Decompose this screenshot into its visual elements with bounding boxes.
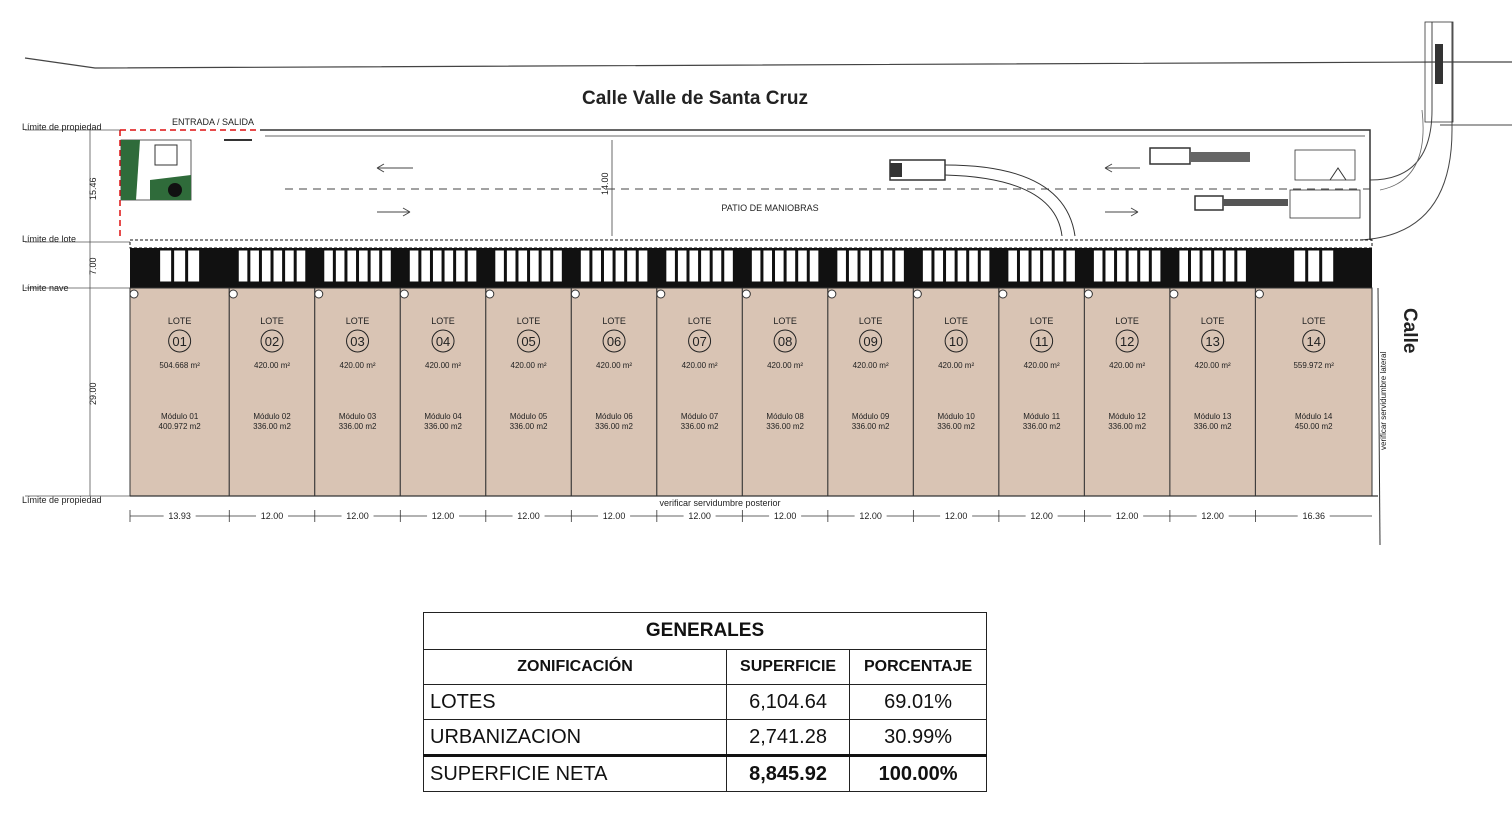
parking-stall	[980, 250, 990, 282]
lot-number: 06	[606, 334, 622, 349]
header-zoning: ZONIFICACIÓN	[424, 650, 727, 685]
row-label: LOTES	[424, 685, 727, 720]
parking-stall	[615, 250, 625, 282]
parking-stall	[541, 250, 551, 282]
parking-stall	[763, 250, 773, 282]
parking-stall	[1105, 250, 1115, 282]
parking-stall	[370, 250, 380, 282]
parking-stall	[724, 250, 734, 282]
door-marker	[1084, 290, 1092, 298]
lot-width-label: 12.00	[773, 511, 797, 521]
limit-property-top: Límite de propiedad	[22, 122, 102, 132]
lot-number: 11	[1034, 334, 1049, 349]
lot-width-label: 12.00	[944, 511, 968, 521]
module-area: 336.00 m2	[937, 422, 976, 431]
module-area: 336.00 m2	[509, 422, 548, 431]
parking-stall	[324, 250, 334, 282]
module-area: 336.00 m2	[424, 422, 462, 431]
lot-width-dim	[1084, 510, 1170, 522]
lot-width-dim	[486, 510, 572, 522]
lot-width-label: 16.36	[1302, 511, 1325, 521]
door-marker	[486, 290, 494, 298]
parking-stall	[518, 250, 528, 282]
lot-label: LOTE	[1301, 316, 1326, 326]
lot-label: LOTE	[1115, 316, 1139, 326]
parking-stall	[775, 250, 785, 282]
lot-area: 420.00 m²	[339, 361, 376, 370]
parking-stall	[666, 250, 676, 282]
lot-area: 420.00 m²	[254, 361, 291, 370]
parking-stall	[553, 250, 563, 282]
lot-area: 420.00 m²	[596, 361, 633, 370]
lot-width-dim	[657, 510, 743, 522]
lot-label: LOTE	[602, 316, 626, 326]
lot-width-label: 12.00	[602, 511, 626, 521]
lot-number: 10	[948, 334, 964, 349]
lot-width-dim	[315, 510, 401, 522]
door-marker	[913, 290, 921, 298]
module-area: 400.972 m2	[158, 422, 201, 431]
parking-stall	[530, 250, 540, 282]
module-name: Módulo 03	[338, 412, 377, 421]
limit-lot: Límite de lote	[22, 234, 77, 244]
parking-stall	[238, 250, 248, 282]
door-marker	[315, 290, 323, 298]
lot-label: LOTE	[858, 316, 883, 326]
lot-width-dim	[999, 510, 1085, 522]
module-name: Módulo 11	[1023, 412, 1061, 421]
parking-stall	[701, 250, 711, 282]
lot-label: LOTE	[516, 316, 541, 326]
row-area: 6,104.64	[727, 685, 850, 720]
lot-number: 07	[692, 334, 707, 349]
module-area: 336.00 m2	[253, 422, 291, 431]
parking-stall	[261, 250, 271, 282]
lot-width-dim	[742, 510, 828, 522]
parking-stall	[160, 250, 172, 282]
module-name: Módulo 04	[424, 412, 462, 421]
lot-label: LOTE	[431, 316, 455, 326]
parking-stall	[712, 250, 722, 282]
lot-label: LOTE	[687, 316, 712, 326]
door-marker	[1255, 290, 1263, 298]
parking-stall	[359, 250, 369, 282]
row-label: SUPERFICIE NETA	[424, 756, 727, 792]
vertical-dim-2: 7.00	[88, 257, 98, 275]
lot-width-label: 12.00	[1201, 511, 1224, 521]
parking-stall	[677, 250, 687, 282]
lot-width-label: 12.00	[260, 511, 284, 521]
parking-stall	[1225, 250, 1235, 282]
door-marker	[229, 290, 237, 298]
row-label: URBANIZACION	[424, 720, 727, 756]
row-area: 2,741.28	[727, 720, 850, 756]
easement-rear-label: verificar servidumbre posterior	[659, 498, 781, 508]
table-row-total	[424, 756, 987, 792]
module-area: 336.00 m2	[680, 422, 719, 431]
lot-area: 559.972 m²	[1293, 361, 1334, 370]
lot-width-label: 12.00	[1030, 511, 1053, 521]
lot-area: 504.668 m²	[159, 361, 200, 370]
module-area: 336.00 m2	[851, 422, 890, 431]
door-marker	[742, 290, 750, 298]
lot-number: 05	[521, 334, 536, 349]
module-name: Módulo 08	[766, 412, 804, 421]
door-marker	[1170, 290, 1178, 298]
module-area: 336.00 m2	[1193, 422, 1232, 431]
parking-stall	[285, 250, 295, 282]
parking-stall	[273, 250, 283, 282]
lot-number: 02	[264, 334, 280, 349]
lot-width-dim	[1255, 510, 1372, 522]
parking-stall	[798, 250, 808, 282]
door-marker	[400, 290, 408, 298]
parking-stall	[188, 250, 200, 282]
header-area: SUPERFICIE	[727, 650, 850, 685]
parking-stall	[580, 250, 590, 282]
lot-area: 420.00 m²	[938, 361, 975, 370]
lot-number: 01	[172, 334, 187, 349]
parking-stall	[1019, 250, 1029, 282]
table-row	[424, 720, 987, 756]
parking-stall	[895, 250, 905, 282]
module-area: 336.00 m2	[1022, 422, 1061, 431]
parking-stall	[1151, 250, 1161, 282]
street-top-label: Calle Valle de Santa Cruz	[582, 88, 808, 109]
parking-stall	[409, 250, 419, 282]
parking-stall	[495, 250, 505, 282]
lot-area: 420.00 m²	[510, 361, 547, 370]
door-marker	[999, 290, 1007, 298]
parking-stall	[1179, 250, 1189, 282]
parking-stall	[347, 250, 357, 282]
parking-stall	[1202, 250, 1212, 282]
table-row	[424, 685, 987, 720]
parking-stall	[872, 250, 882, 282]
parking-stall	[1117, 250, 1127, 282]
street-right-label: Calle	[1399, 308, 1420, 354]
lot-area: 420.00 m²	[425, 361, 462, 370]
parking-stall	[506, 250, 516, 282]
lot-width-label: 12.00	[1115, 511, 1139, 521]
parking-stall	[1308, 250, 1320, 282]
lot-width-dim	[400, 510, 486, 522]
door-marker	[130, 290, 138, 298]
vertical-dim-3: 29.00	[88, 382, 98, 405]
row-percent: 69.01%	[850, 685, 987, 720]
lot-area: 420.00 m²	[767, 361, 804, 370]
lot-label: LOTE	[1200, 316, 1225, 326]
lot-width-dim	[571, 510, 657, 522]
lot-number: 08	[777, 334, 793, 349]
summary-table	[423, 612, 987, 792]
parking-stall	[1214, 250, 1224, 282]
module-name: Módulo 09	[851, 412, 890, 421]
table-title: GENERALES	[424, 613, 987, 650]
row-percent: 30.99%	[850, 720, 987, 756]
parking-stall	[969, 250, 979, 282]
parking-stall	[883, 250, 893, 282]
parking-stall	[860, 250, 870, 282]
parking-stall	[296, 250, 306, 282]
parking-stall	[1093, 250, 1103, 282]
parking-stall	[837, 250, 847, 282]
module-name: Módulo 02	[253, 412, 291, 421]
parking-stall	[934, 250, 944, 282]
lot-number: 13	[1205, 334, 1220, 349]
parking-stall	[421, 250, 431, 282]
module-name: Módulo 06	[595, 412, 633, 421]
parking-stall	[603, 250, 613, 282]
parking-stall	[627, 250, 637, 282]
yard-width-dim: 14.00	[600, 172, 610, 195]
lot-area: 420.00 m²	[852, 361, 889, 370]
lot-number: 09	[863, 334, 878, 349]
lot-area: 420.00 m²	[1109, 361, 1146, 370]
parking-stall	[1140, 250, 1150, 282]
module-name: Módulo 14	[1295, 412, 1333, 421]
parking-stall	[1043, 250, 1053, 282]
parking-stall	[174, 250, 186, 282]
lot-width-dim	[828, 510, 914, 522]
parking-stall	[786, 250, 796, 282]
parking-stall	[638, 250, 648, 282]
vertical-dim-1: 15.46	[88, 177, 98, 200]
parking-stall	[456, 250, 466, 282]
module-name: Módulo 05	[509, 412, 548, 421]
parking-stall	[1190, 250, 1200, 282]
parking-stall	[1237, 250, 1247, 282]
lot-area: 420.00 m²	[681, 361, 718, 370]
module-area: 336.00 m2	[1108, 422, 1147, 431]
module-area: 336.00 m2	[338, 422, 377, 431]
lot-number: 12	[1119, 334, 1135, 349]
parking-stall	[1294, 250, 1306, 282]
door-marker	[571, 290, 579, 298]
door-marker	[828, 290, 836, 298]
lot-label: LOTE	[345, 316, 370, 326]
parking-stall	[444, 250, 454, 282]
parking-stall	[957, 250, 967, 282]
lot-width-label: 12.00	[431, 511, 455, 521]
parking-stall	[1008, 250, 1018, 282]
parking-stall	[946, 250, 956, 282]
lot-width-label: 12.00	[859, 511, 882, 521]
parking-stall	[848, 250, 858, 282]
yard-label: PATIO DE MANIOBRAS	[721, 203, 819, 213]
door-marker	[657, 290, 665, 298]
parking-stall	[689, 250, 699, 282]
lot-width-label: 12.00	[517, 511, 540, 521]
parking-stall	[1066, 250, 1076, 282]
lot-label: LOTE	[1029, 316, 1054, 326]
lot-width-label: 12.00	[346, 511, 369, 521]
lot-label: LOTE	[944, 316, 968, 326]
easement-side-label: verificar servidumbre lateral	[1379, 351, 1388, 450]
lot-area: 420.00 m²	[1023, 361, 1060, 370]
module-name: Módulo 12	[1108, 412, 1146, 421]
lot-width-dim	[913, 510, 999, 522]
parking-stall	[1322, 250, 1334, 282]
entrance-label: ENTRADA / SALIDA	[172, 117, 255, 127]
module-name: Módulo 07	[680, 412, 719, 421]
parking-stall	[1128, 250, 1138, 282]
module-name: Módulo 01	[160, 412, 199, 421]
module-area: 336.00 m2	[766, 422, 805, 431]
lot-width-dim	[1170, 510, 1256, 522]
lot-number: 14	[1306, 334, 1321, 349]
lot-number: 03	[350, 334, 365, 349]
module-area: 450.00 m2	[1294, 422, 1333, 431]
row-area: 8,845.92	[727, 756, 850, 792]
parking-stall	[751, 250, 761, 282]
module-name: Módulo 10	[937, 412, 975, 421]
row-percent: 100.00%	[850, 756, 987, 792]
module-area: 336.00 m2	[595, 422, 633, 431]
parking-stall	[432, 250, 442, 282]
lot-number: 04	[435, 334, 451, 349]
parking-stall	[809, 250, 819, 282]
lot-label: LOTE	[167, 316, 192, 326]
parking-stall	[467, 250, 477, 282]
parking-stall	[592, 250, 602, 282]
limit-property-bottom: Límite de propiedad	[22, 495, 102, 505]
parking-stall	[1031, 250, 1041, 282]
parking-stall	[382, 250, 392, 282]
header-percent: PORCENTAJE	[850, 650, 987, 685]
lot-width-label: 13.93	[168, 511, 191, 521]
lot-area: 420.00 m²	[1194, 361, 1231, 370]
lot-label: LOTE	[773, 316, 797, 326]
parking-stall	[1054, 250, 1064, 282]
lot-label: LOTE	[260, 316, 284, 326]
parking-stall	[335, 250, 345, 282]
lot-width-dim	[229, 510, 315, 522]
lot-width-label: 12.00	[688, 511, 711, 521]
lot-width-dim	[130, 510, 229, 522]
module-name: Módulo 13	[1193, 412, 1232, 421]
parking-stall	[922, 250, 932, 282]
limit-building: Límite nave	[22, 283, 69, 293]
parking-stall	[250, 250, 260, 282]
